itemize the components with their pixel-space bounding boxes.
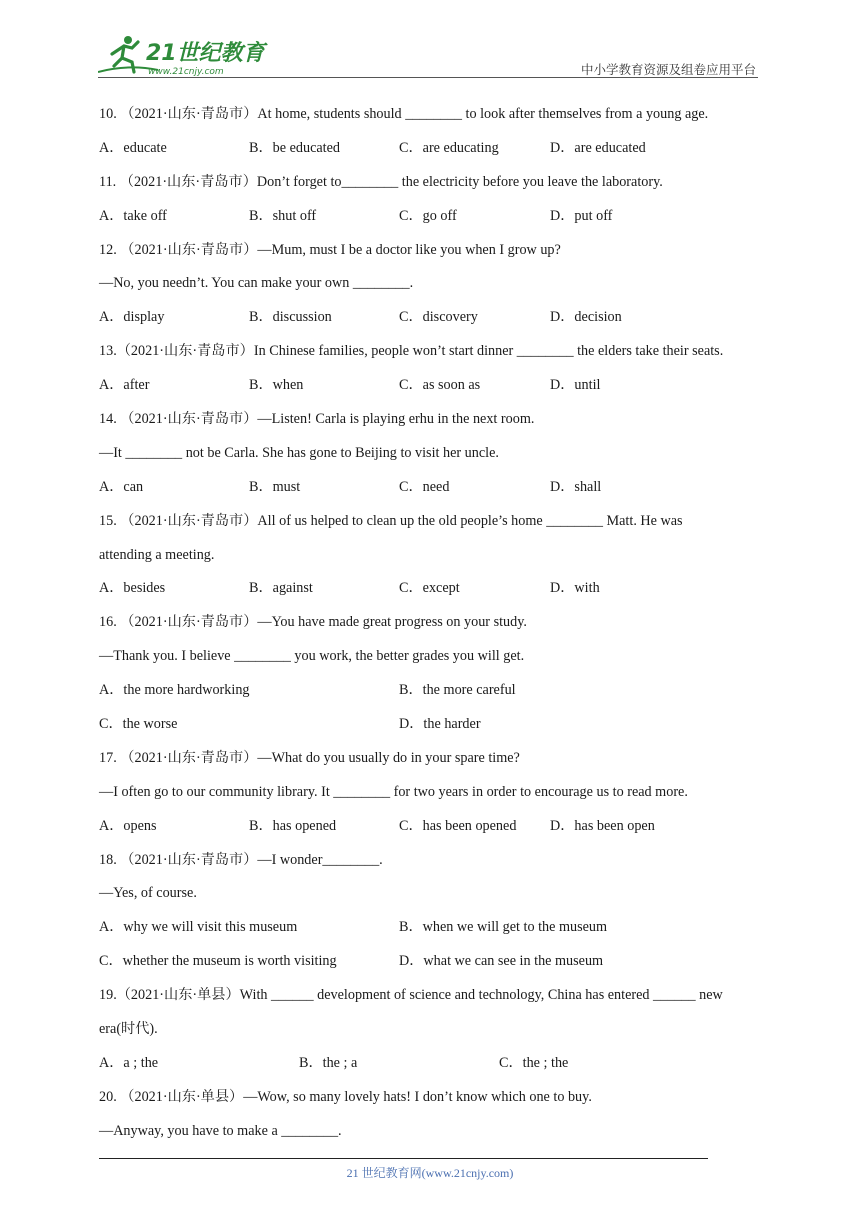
platform-title: 中小学教育资源及组卷应用平台	[580, 62, 756, 77]
options-row	[99, 369, 779, 403]
question-stem: —I often go to our community library. It ________ for two years in order to encourage us to read more.	[99, 783, 688, 800]
question-stem: 16. （2021·山东·青岛市）—You have made great progress on your study.	[99, 614, 527, 631]
logo-url: www.21cnjy.com	[148, 67, 224, 77]
option[interactable]: A．educate	[99, 139, 167, 156]
question-stem: 14. （2021·山东·青岛市）—Listen! Carla is playing erhu in the next room.	[99, 411, 535, 428]
question-stem: 13.（2021·山东·青岛市）In Chinese families, people won’t start dinner ________ the elders take their seats.	[99, 343, 724, 360]
options-row	[99, 132, 779, 166]
option[interactable]: A．take off	[99, 207, 167, 224]
option[interactable]: A．display	[99, 309, 165, 326]
question-stem: 18. （2021·山东·青岛市）—I wonder________.	[99, 851, 383, 868]
question-stem: 12. （2021·山东·青岛市）—Mum, must I be a doctor like you when I grow up?	[99, 241, 561, 258]
option[interactable]: A．why we will visit this museum	[99, 919, 298, 936]
question-stem: —It ________ not be Carla. She has gone to Beijing to visit her uncle.	[99, 444, 499, 461]
option[interactable]: C．as soon as	[399, 377, 481, 394]
options-row	[99, 572, 779, 606]
option[interactable]: C．are educating	[399, 139, 499, 156]
footer-divider	[99, 1158, 708, 1159]
question-stem: 11. （2021·山东·青岛市）Don’t forget to________ the electricity before you leave the laboratory.	[99, 173, 663, 190]
options-row	[99, 945, 779, 979]
option[interactable]: C．except	[399, 580, 460, 597]
option[interactable]: C．has been opened	[399, 817, 517, 834]
option[interactable]: D．shall	[550, 478, 602, 495]
option[interactable]: B．when we will get to the museum	[399, 919, 608, 936]
question-stem: 19.（2021·山东·单县）With ______ development of science and technology, China has entered ______ new	[99, 987, 723, 1004]
option[interactable]: A．after	[99, 377, 150, 394]
option[interactable]: C．need	[399, 478, 450, 495]
option[interactable]: D．decision	[550, 309, 622, 326]
option[interactable]: C．discovery	[399, 309, 478, 326]
option[interactable]: B．the more careful	[399, 682, 516, 699]
page-header	[98, 30, 758, 78]
options-row	[99, 471, 779, 505]
option[interactable]: A．the more hardworking	[99, 682, 250, 699]
options-row	[99, 911, 779, 945]
options-row	[99, 301, 779, 335]
logo	[98, 30, 268, 78]
question-list	[99, 98, 779, 1149]
option[interactable]: B．must	[249, 478, 301, 495]
logo-text: 21世纪教育	[146, 41, 265, 66]
options-row	[99, 674, 779, 708]
question-stem: —Thank you. I believe ________ you work, the better grades you will get.	[99, 648, 525, 665]
header-divider	[98, 77, 758, 78]
option[interactable]: A．a ; the	[99, 1054, 159, 1071]
options-row	[99, 1047, 779, 1081]
option[interactable]: A．opens	[99, 817, 157, 834]
option[interactable]: D．are educated	[550, 139, 646, 156]
option[interactable]: C．whether the museum is worth visiting	[99, 953, 337, 970]
option[interactable]: B．the ; a	[299, 1054, 358, 1071]
option[interactable]: C．the worse	[99, 716, 178, 733]
question-stem: —Anyway, you have to make a ________.	[99, 1122, 342, 1139]
question-stem: 10. （2021·山东·青岛市）At home, students should ________ to look after themselves from a young age.	[99, 106, 709, 122]
options-row	[99, 708, 779, 742]
question-stem: attending a meeting.	[99, 546, 215, 563]
option[interactable]: D．the harder	[399, 716, 481, 733]
option[interactable]: D．until	[550, 377, 601, 394]
option[interactable]: C．the ; the	[499, 1054, 569, 1071]
option[interactable]: B．be educated	[249, 139, 340, 156]
option[interactable]: B．when	[249, 377, 304, 394]
option[interactable]: D．has been open	[550, 817, 655, 834]
option[interactable]: A．can	[99, 478, 144, 495]
option[interactable]: B．against	[249, 580, 313, 597]
option[interactable]: B．has opened	[249, 817, 337, 834]
option[interactable]: B．shut off	[249, 207, 317, 224]
option[interactable]: A．besides	[99, 580, 166, 597]
option[interactable]: D．put off	[550, 207, 613, 224]
question-stem: era(时代).	[99, 1021, 158, 1038]
option[interactable]: D．what we can see in the museum	[399, 953, 604, 970]
options-row	[99, 810, 779, 844]
question-stem: 17. （2021·山东·青岛市）—What do you usually do in your spare time?	[99, 749, 520, 766]
option[interactable]: C．go off	[399, 207, 457, 224]
question-stem: —No, you needn’t. You can make your own ________.	[99, 275, 414, 292]
option[interactable]: B．discussion	[249, 309, 332, 326]
option[interactable]: D．with	[550, 580, 600, 597]
question-stem: 20. （2021·山东·单县）—Wow, so many lovely hats! I don’t know which one to buy.	[99, 1088, 592, 1105]
footer-text: 21 世纪教育网(www.21cnjy.com)	[346, 1166, 514, 1180]
question-stem: —Yes, of course.	[99, 885, 197, 902]
options-row	[99, 200, 779, 234]
question-stem: 15. （2021·山东·青岛市）All of us helped to clean up the old people’s home ________ Matt. He was	[99, 512, 683, 529]
